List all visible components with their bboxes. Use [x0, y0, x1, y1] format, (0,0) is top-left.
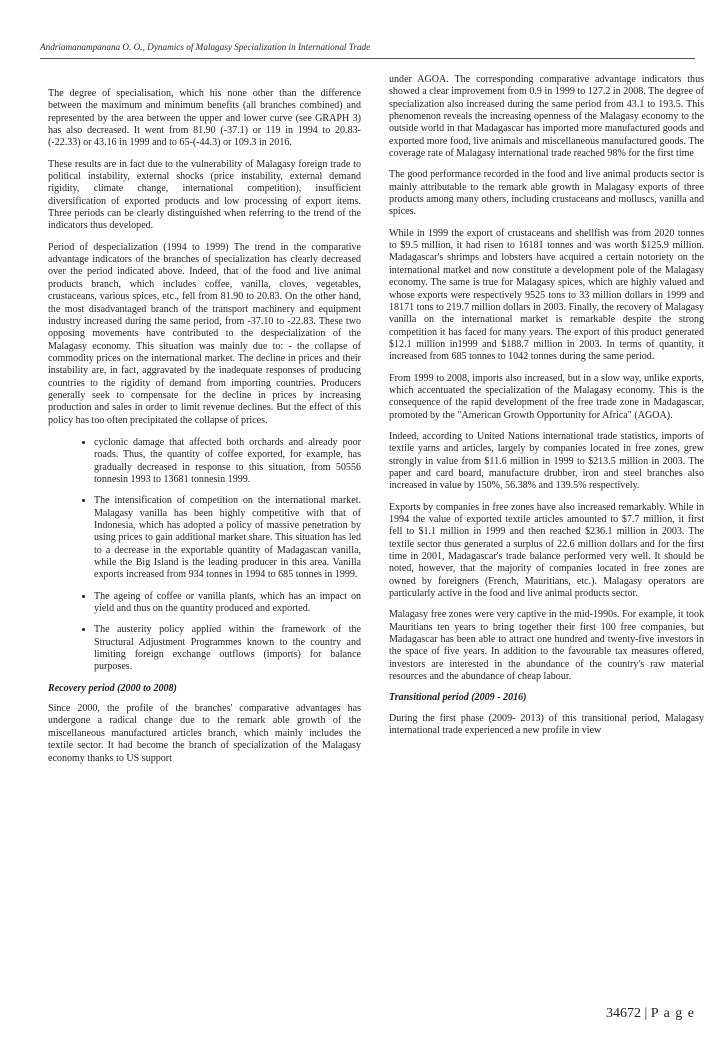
paragraph: The degree of specialisation, which his none other than the difference between the maximum and minimum benefits (all branches combined) and represented by the area between the upper and lower curve (see GRAPH 3) has also decreased. It went from 81.90 (-37.1) or 119 in 1994 to 20.83- (-22.33) or 43.16 in 1999 and to 65-(-44.3) or 109.3 in 2016. [48, 88, 361, 149]
page-label: P a g e [650, 1006, 695, 1021]
paragraph: under AGOA. The corresponding comparative advantage indicators thus showed a clear improvement from 0.9 in 1999 to 127.2 in 2008. The degree of specialization also increased during the same period from 43.1 to 193.5. This phenomenon reveals the increasing openness of the Malagasy economy to the outside world in that Madagascar has imported more manufactured goods and exported more food, live animals and miscellaneous manufactured goods. The coverage rate of Malagasy international trade reached 98% for the first time [389, 74, 704, 160]
left-column [48, 88, 361, 774]
paragraph: Exports by companies in free zones have also increased remarkably. While in 1994 the value of exported textile articles amounted to $7.7 million, it first fell to $1.1 million in 1999 and then reached $236.1 million in 2003. The textile sector thus generated a surplus of 22.6 million dollars and for the first time in 2001, Madagascar's trade balance performed very well. It should be noted, however, that the majority of companies located in free zones are owned by foreigners (French, Mauritians, etc.). Malagasy operators are particularly active in the food and live animal products sector. [389, 501, 704, 600]
paragraph: Indeed, according to United Nations international trade statistics, imports of textile yarns and articles, largely by companies located in free zones, grew strongly in value from $11.6 million in 1999 to $213.5 million in 2003. The paper and card board, manufacture drubber, iron and steel branches also increased in value by 150%, 56.38% and 139.5% respectively. [389, 430, 704, 492]
header-rule [40, 58, 695, 59]
page-number: 34672 [605, 1006, 641, 1021]
running-header: Andriamanampanana O. O., Dynamics of Malagasy Specialization in International Trade [40, 42, 371, 52]
list-item: • The intensification of competition on the international market. Malagasy vanilla has been highly competitive with that of Indonesia, which has adopted a policy of massive penetration by using prices to gain additional market share. This situation has led to a decrease in the exportable quantity of Madagascan vanilla, while the Big Island is the leading producer in this area. Vanilla exports increased from 934 tonnes in 1994 to 685 tonnes in 1999. [94, 494, 361, 581]
list-item: • The ageing of coffee or vanilla plants, which has an impact on yield and thus on the quantity produced and exported. [94, 590, 361, 616]
paragraph: The good performance recorded in the food and live animal products sector is mainly attributable to the remark able growth in Malagasy exports of three products among many others, including crustaceans and molluscs, vanilla and spices. [389, 169, 704, 218]
right-column [389, 74, 704, 747]
list-item: • The austerity policy applied within the framework of the Structural Adjustment Programmes known to the country and limiting foreign exchange outflows (imports) for balance purposes. [94, 623, 361, 673]
list-item: • cyclonic damage that affected both orchards and already poor roads. Thus, the quantity of coffee exported, for example, has gradually decreased in response to this situation, from 50556 tonnesin 1993 to 13681 tonnesin 1999. [94, 436, 361, 486]
page-footer [606, 1006, 695, 1022]
bullet-list [48, 436, 361, 674]
paragraph: During the first phase (2009- 2013) of this transitional period, Malagasy international trade experienced a new profile in view [389, 712, 704, 737]
section-heading-transitional: Transitional period (2009 - 2016) [389, 692, 527, 704]
paragraph: Since 2000, the profile of the branches' comparative advantages has undergone a radical change due to the remark able growth of the miscellaneous manufactured articles branch, which mainly includes the textile sector. It had become the branch of specialization of the Malagasy economy thanks to US support [48, 703, 361, 764]
paragraph: These results are in fact due to the vulnerability of Malagasy foreign trade to political instability, external shocks (price instability, external demand rigidity, climate change, international competition), insufficient diversification of exported products and low processing of export items. Three periods can be clearly distinguished when referring to the trend of the indicators thus developed. [48, 158, 361, 232]
paragraph: From 1999 to 2008, imports also increased, but in a slow way, unlike exports, which accentuated the specialization of the Malagasy economy. This is the consequence of the rapid development of the free trade zone in Madagascar, promoted by the "American Growth Opportunity for Africa" (AGOA). [389, 372, 704, 421]
paragraph: Period of despecialization (1994 to 1999) The trend in the comparative advantage indicators of the branches of specialization has clearly decreased over the period indicated above. Indeed, that of the food and live animal products branch, which includes coffee, vanilla, cloves, vegetables, crustaceans, various spices, etc., fell from 81.90 to 20.83. On the other hand, the most disadvantaged branch of the transport machinery and equipment industry increased during the same period, from -37.10 to -22.83. These two opposing movements have contributed to the despecialization of the Malagasy economy. This situation was mainly due to: - the collapse of commodity prices on the international market. The decline in prices and their instability are, in fact, aggravated by the inadequate responses of producing countries to the rigidity of demand from importing countries. Producers generally seek to compensate for the decline in prices by increasing production and sales in order to limit revenue declines. But the effect of this policy has too often precipitated the collapse of prices. [48, 241, 361, 426]
paragraph: Malagasy free zones were very captive in the mid-1990s. For example, it took Mauritians ten years to bring together their first 100 free companies, but Madagascar has been able to attract one hundred and twenty-five investors in the space of five years. In addition to the favourable tax measures offered, investors are interested in the abundance of the country's raw material resources and the abundance of cheap labour. [389, 609, 704, 683]
footer-separator: | [640, 1006, 651, 1021]
paragraph: While in 1999 the export of crustaceans and shellfish was from 2020 tonnes to $9.5 million, it had risen to 16181 tonnes and was worth $125.9 million. Madagascar's shrimps and lobsters have acquired a certain notoriety on the international market and now constitute a development pole of the Malagasy economy. The same is true for Malagasy spices, which are highly valued and whose exports were respectively 9525 tons to 33 million dollars in 1999 and 18171 tons to 219.7 million dollars in 2003. Finally, the recovery of Malagasy vanilla on the international market is remarkable despite the strong competition it has faced for many years. The export of this product generated $12.1 million in1999 and $188.7 million in 2003. In terms of quantity, it increased from 685 tonnes to 1042 tonnes during the same period. [389, 227, 704, 363]
section-heading-recovery: Recovery period (2000 to 2008) [48, 682, 177, 694]
